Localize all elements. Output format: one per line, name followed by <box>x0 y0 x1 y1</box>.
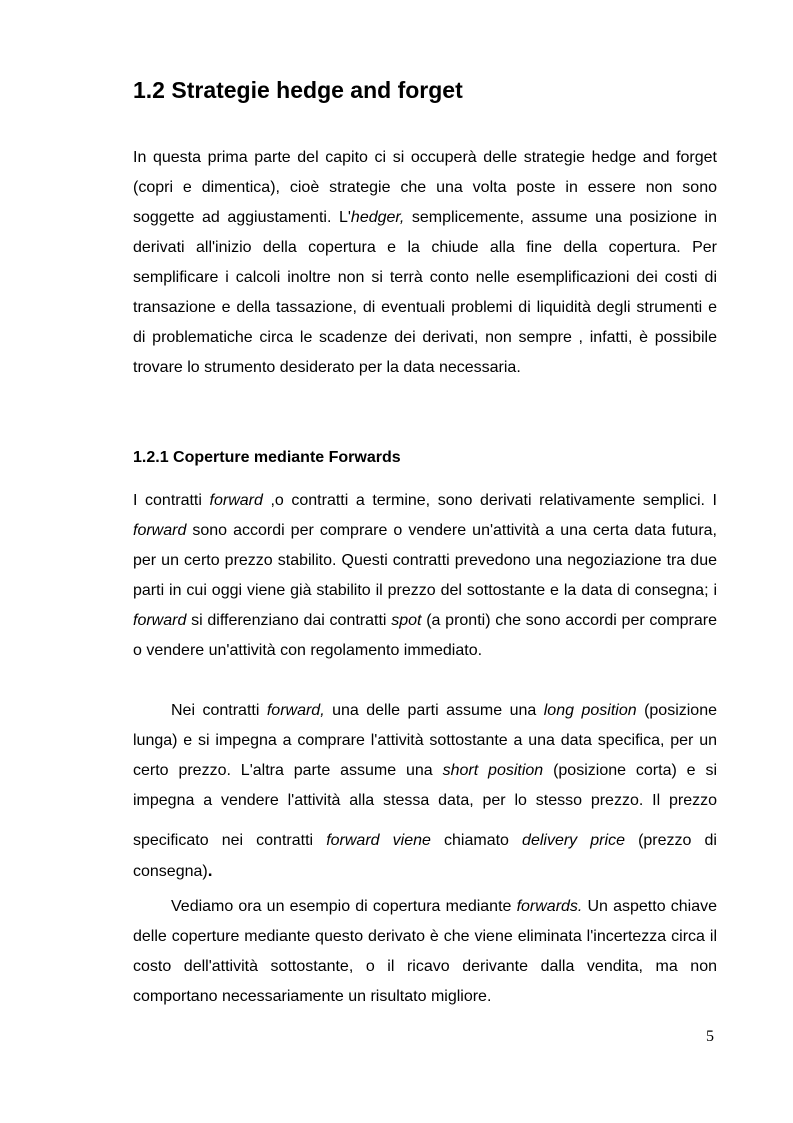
intro-text-2: semplicemente, assume una posizione in derivati all'inizio della copertura e la chiude alla fine della copertura. Per semplificare i calcoli inoltre non si terrà conto nelle esemplificazioni dei costi di transazione e della tassazione, di eventuali problemi di liquidità degli strumenti e di problematiche circa le scadenze dei derivati, non sempre , infatti, è possibile trovare lo strumento desiderato per la data necessaria. <box>133 209 718 376</box>
subsection-title: 1.2.1 Coperture mediante Forwards <box>133 449 401 466</box>
forwards-text-1: I contratti <box>133 492 210 509</box>
forwards-example-term: forwards. <box>516 898 583 915</box>
spot-term: spot <box>391 612 422 629</box>
forwards-term-1: forward <box>209 492 263 509</box>
intro-paragraph <box>133 143 717 383</box>
example-text-1: Vediamo ora un esempio di copertura mediante <box>171 898 517 915</box>
positions-end-period: . <box>207 861 213 880</box>
example-text-2: Un aspetto chiave delle coperture mediante questo derivato è che viene eliminata l'incertezza circa il costo dell'attività sottostante, o il ricavo derivante dalla vendita, ma non comportano necessariamente un risultato migliore. <box>133 898 717 1005</box>
short-position-term: short position <box>442 762 544 779</box>
intro-text-1: In questa prima parte del capito ci si occuperà delle strategie hedge and forget (copri e dimentica), cioè strategie che una volta poste in essere non sono soggette ad aggiustamenti. L' <box>133 149 717 226</box>
page-number: 5 <box>706 1028 714 1045</box>
example-paragraph <box>133 892 717 1012</box>
section-title: 1.2 Strategie hedge and forget <box>133 77 463 103</box>
forwards-text-4: si differenziano dai contratti <box>186 612 392 629</box>
positions-text-2: una delle parti assume una <box>324 702 544 719</box>
positions-text-4: (posizione corta) e si impegna a vendere l'attività alla stessa data, per lo stesso prezzo. Il prezzo specificato nei contratti <box>133 762 718 849</box>
positions-text-6: (prezzo di consegna) <box>133 832 717 880</box>
positions-text-3: (posizione lunga) e si impegna a comprare l'attività sottostante a una data specifica, per un certo prezzo. L'altra parte assume una <box>133 702 717 779</box>
forwards-text-5: (a pronti) che sono accordi per comprare o vendere un'attività con regolamento immediato. <box>133 612 718 659</box>
forwards-paragraph <box>133 486 717 666</box>
positions-text-1: Nei contratti <box>171 702 267 719</box>
forward-viene-term: forward viene <box>326 832 431 849</box>
long-position-term: long position <box>543 702 637 719</box>
forwards-text-3: sono accordi per comprare o vendere un'attività a una certa data futura, per un certo prezzo stabilito. Questi contratti prevedono una negoziazione tra due parti in cui oggi viene già stabilito il prezzo del sottostante e la data di consegna; i <box>133 522 717 599</box>
positions-text-5: chiamato <box>430 832 523 849</box>
intro-term-hedger: hedger, <box>350 209 405 226</box>
positions-paragraph <box>133 696 717 887</box>
forwards-term-3: forward <box>133 612 187 629</box>
forwards-term-2: forward <box>133 522 187 539</box>
positions-term-forward: forward, <box>266 702 325 719</box>
delivery-price-term: delivery price <box>522 832 625 849</box>
forwards-text-2: ,o contratti a termine, sono derivati relativamente semplici. I <box>262 492 717 509</box>
